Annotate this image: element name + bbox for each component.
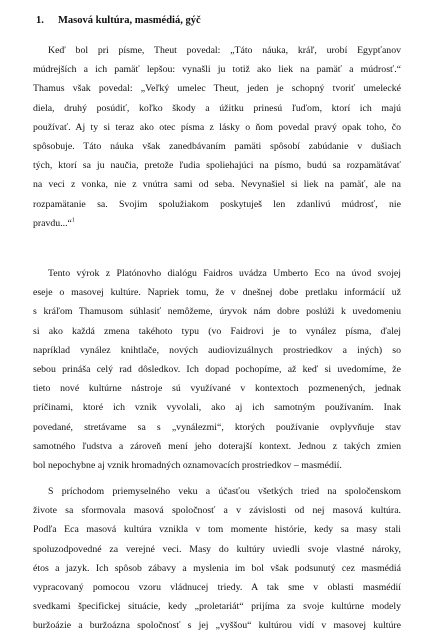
text-line: napríklad vynález knihtlače, nových audiovizuálnych prostriedkov a iných) so	[33, 344, 401, 356]
section-heading	[36, 15, 201, 26]
section-number: 1.	[36, 15, 44, 26]
text-line: eseje o masovej kultúre. Napriek tomu, že v dnešnej dobe pretlaku informácií už	[33, 287, 401, 299]
text-line: Podľa Eca masová kultúra vznikla v tom momente histórie, kedy sa masy stali	[33, 524, 401, 536]
text-line: príčinami, ktoré ich vznik vyvolali, ako aj ich samotným používaním. Inak	[33, 402, 401, 414]
text-line: povedané, stretávame sa s „vynálezmi“, ktorých používanie ovplyvňuje stav	[33, 421, 401, 433]
text-line: svedkami špecifickej situácie, kedy „proletariát“ prijíma za svoje kultúrne modely	[33, 601, 401, 613]
footnote-marker: 1	[71, 217, 75, 224]
text-line: živote sa sformovala masová spoločnosť a v závislosti od nej masová kultúra.	[33, 505, 401, 517]
text-line-content: pravdu...“	[33, 217, 72, 229]
text-line: používať. Aj ty si teraz ako otec písma z lásky o ňom povedal pravý opak toho, čo	[33, 121, 401, 133]
text-line: tieto nové kultúrne nástroje sú využívané v kontextoch pozmenených, jednak	[33, 383, 401, 395]
text-line: buržoázie a buržoázna spoločnosť s jej „vyššou“ kultúrou vidí v masovej kultúre	[33, 620, 401, 632]
text-line: Keď bol pri písme, Theut povedal: „Táto náuka, kráľ, urobí Egypťanov	[48, 45, 401, 56]
section-title: Masová kultúra, masmédiá, gýč	[58, 15, 201, 26]
text-line: s kráľom Thamusom súhlasiť nemôžeme, úryvok nám dobre poslúži k uvedomeniu	[33, 306, 401, 318]
text-line: diela, druhý posúdiť, koľko škody a úžitku prinesú ľuďom, ktorí ich majú	[33, 102, 401, 114]
text-line: tých, ktorí sa ju naučia, pretože ľudia spoliehajúci na písmo, budú sa rozpamätávať	[33, 160, 401, 172]
body-paragraph-industrial	[33, 482, 401, 636]
text-line	[33, 214, 401, 233]
text-line: sebou prináša celý rad dôsledkov. Ich dopad pochopíme, až keď si uvedomíme, že	[33, 363, 401, 375]
text-line: si ako každá zmena takéhoto typu (vo Faidrovi je to vynález písma, ďalej	[33, 325, 401, 337]
text-line: bol nepochybne aj vznik hromadných oznamovacích prostriedkov – masmédií.	[33, 459, 342, 471]
text-line: étos a jazyk. Ich spôsob zábavy a myslenia im bol však podsunutý cez masmédiá	[33, 562, 401, 574]
body-paragraph-eco	[33, 264, 401, 475]
text-line: vypracovaný pomocou vzoru vládnucej triedy. A tak sme v oblasti masmédií	[33, 581, 401, 593]
text-line: rozpamätanie sa. Svojim spolužiakom poskytuješ len zdanlivú múdrosť, nie	[33, 198, 401, 210]
text-line: samotného ľudstva a zároveň mení jeho doterajší kontext. Jednou z takých zmien	[33, 440, 401, 452]
quote-paragraph	[33, 41, 401, 233]
text-line: S príchodom priemyselného veku a účasťou všetkých tried na spoločenskom	[48, 486, 401, 497]
text-line: spoluzodpovedné za verejné veci. Masy do kultúry uviedli svoje vlastné nároky,	[33, 543, 401, 555]
text-line: spôsobuje. Táto náuka však zanedbávaním pamäti spôsobí zabúdanie v dušiach	[33, 140, 401, 152]
text-line: múdrejších a ich pamäť lepšou: vynašli ju totiž ako liek na pamäť a múdrosť.“	[33, 64, 401, 76]
text-line: Thamus však povedal: „Veľký umelec Theut, jeden je schopný tvoriť umelecké	[33, 83, 401, 95]
text-line: na veci z vonka, nie z vnútra sami od seba. Nevynašiel si liek na pamäť, ale na	[33, 179, 401, 191]
text-line: Tento výrok z Platónovho dialógu Faidros uvádza Umberto Eco na úvod svojej	[48, 268, 401, 279]
